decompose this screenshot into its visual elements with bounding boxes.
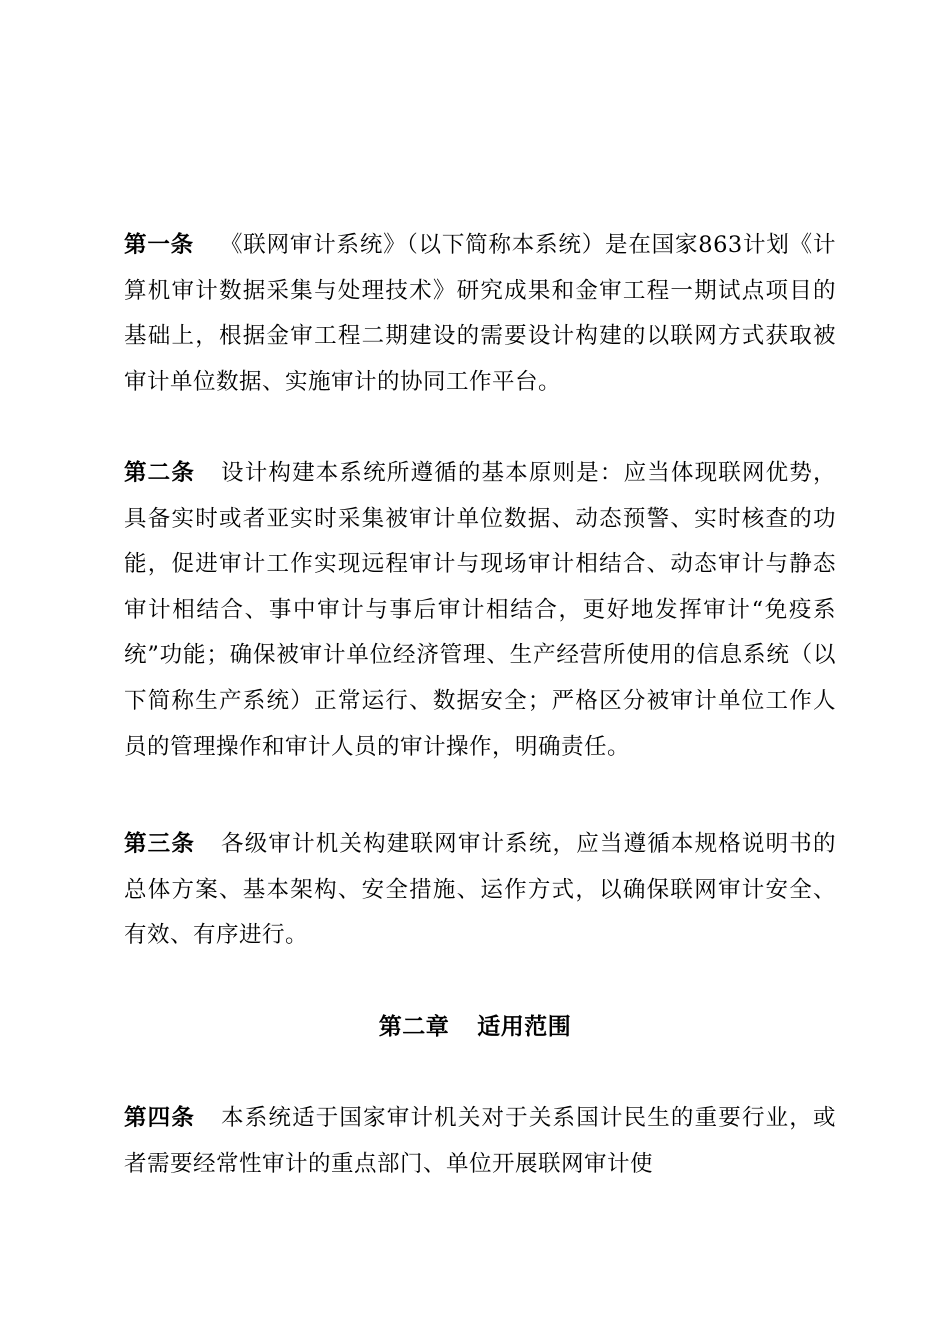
article-3-label: 第三条 bbox=[124, 831, 196, 857]
article-1-text: 《联网审计系统》（以下简称本系统）是在国家863计划《计算机审计数据采集与处理技术》研究成果和金审工程一期试点项目的基础上，根据金审工程二期建设的需要设计构建的以联网方式获取被审计单位数据、实施审计的协同工作平台。 bbox=[124, 232, 836, 395]
article-2-text: 设计构建本系统所遵循的基本原则是：应当体现联网优势，具备实时或者亚实时采集被审计单位数据、动态预警、实时核查的功能，促进审计工作实现远程审计与现场审计相结合、动态审计与静态审计相结合、事中审计与事后审计相结合，更好地发挥审计“免疫系统”功能；确保被审计单位经济管理、生产经营所使用的信息系统（以下简称生产系统）正常运行、数据安全；严格区分被审计单位工作人员的管理操作和审计人员的审计操作，明确责任。 bbox=[124, 460, 836, 760]
article-4-text: 本系统适于国家审计机关对于关系国计民生的重要行业，或者需要经常性审计的重点部门、单位开展联网审计使 bbox=[124, 1105, 836, 1177]
chapter-heading bbox=[0, 1004, 950, 1050]
article-2-label: 第二条 bbox=[124, 460, 196, 486]
article-1 bbox=[124, 223, 836, 405]
chapter-title: 适用范围 bbox=[477, 1014, 572, 1040]
chapter-number: 第二章 bbox=[378, 1014, 450, 1040]
article-3 bbox=[124, 822, 836, 959]
article-3-text: 各级审计机关构建联网审计系统，应当遵循本规格说明书的总体方案、基本架构、安全措施、运作方式，以确保联网审计安全、有效、有序进行。 bbox=[124, 831, 836, 949]
article-4 bbox=[124, 1096, 836, 1187]
article-2 bbox=[124, 451, 836, 770]
article-4-label: 第四条 bbox=[124, 1105, 196, 1131]
article-1-label: 第一条 bbox=[124, 232, 194, 258]
